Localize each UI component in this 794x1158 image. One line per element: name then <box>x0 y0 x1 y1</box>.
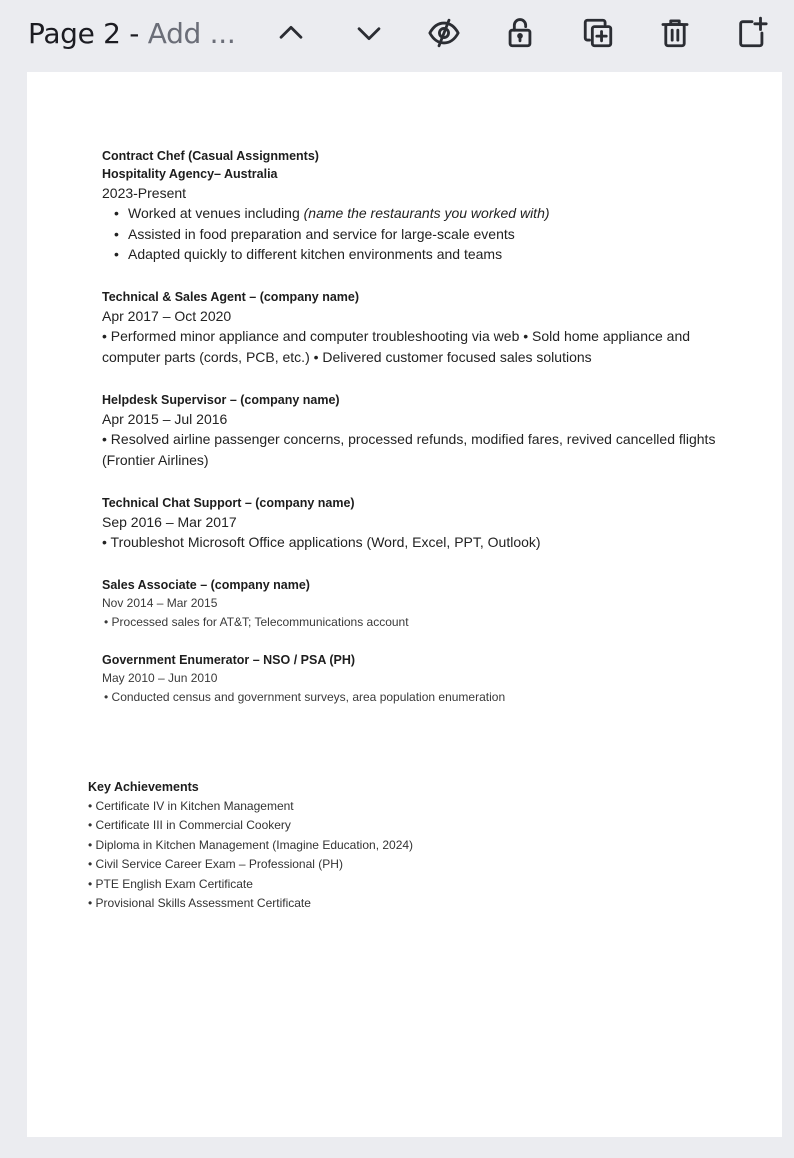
job-title: Technical Chat Support – (company name) <box>102 496 355 510</box>
trash-icon <box>658 16 692 50</box>
achievement-item: • Provisional Skills Assessment Certificate <box>88 896 311 911</box>
page-toolbar <box>0 0 794 68</box>
job-bullet <box>128 244 742 265</box>
achievement-item: • Certificate III in Commercial Cookery <box>88 818 291 833</box>
chevron-up-icon <box>274 16 308 50</box>
job-dates: Apr 2017 – Oct 2020 <box>102 308 232 324</box>
job-entry <box>102 391 742 471</box>
move-page-down-button[interactable] <box>347 10 391 56</box>
job-entry <box>102 494 742 553</box>
add-page-button[interactable] <box>730 10 774 56</box>
job-description: • Resolved airline passenger concerns, processed refunds, modified fares, revived cancelled flights (Frontier Airlines) <box>102 431 716 468</box>
job-entry <box>102 651 742 707</box>
job-bullet-text: Adapted quickly to different kitchen environments and teams <box>128 246 503 262</box>
job-bullet-text: Assisted in food preparation and service for large-scale events <box>128 225 515 242</box>
job-bullet <box>128 203 742 224</box>
job-dates: Sep 2016 – Mar 2017 <box>102 514 237 530</box>
job-dates: Nov 2014 – Mar 2015 <box>102 596 218 610</box>
lock-page-button[interactable] <box>498 10 542 56</box>
eye-off-icon <box>427 16 461 50</box>
delete-page-button[interactable] <box>653 10 697 56</box>
page-title-separator: - <box>120 17 148 50</box>
page-name-placeholder[interactable]: Add ... <box>147 17 236 50</box>
duplicate-page-icon <box>581 16 615 50</box>
job-description: • Troubleshot Microsoft Office applications (Word, Excel, PPT, Outlook) <box>102 534 541 550</box>
job-bullet <box>128 224 742 245</box>
job-bullet-italic: (name the restaurants you worked with) <box>303 205 550 221</box>
job-company: Hospitality Agency– Australia <box>102 167 278 181</box>
job-title: Government Enumerator – NSO / PSA (PH) <box>102 653 356 667</box>
chevron-down-icon <box>352 16 386 50</box>
job-title: Technical & Sales Agent – (company name) <box>102 290 360 304</box>
move-page-up-button[interactable] <box>269 10 313 56</box>
achievement-item: • Civil Service Career Exam – Professional (PH) <box>88 857 343 872</box>
job-dates: Apr 2015 – Jul 2016 <box>102 411 228 427</box>
duplicate-page-button[interactable] <box>576 10 620 56</box>
job-dates: May 2010 – Jun 2010 <box>102 671 218 685</box>
document-page[interactable] <box>27 72 782 1137</box>
achievement-item: • Certificate IV in Kitchen Management <box>88 799 294 813</box>
add-page-icon <box>735 16 769 50</box>
job-entry <box>102 288 742 368</box>
job-description: • Performed minor appliance and computer troubleshooting via web • Sold home appliance and computer parts (cords, PCB, etc.) • Delivered customer focused sales solutions <box>102 328 691 365</box>
page-number-label: Page 2 <box>28 17 121 50</box>
achievement-item: • PTE English Exam Certificate <box>88 876 253 891</box>
job-dates: 2023-Present <box>102 185 187 201</box>
job-entry <box>102 576 742 632</box>
job-bullet-text: Worked at venues including <box>128 205 304 221</box>
job-description: • Processed sales for AT&T; Telecommunications account <box>104 615 409 629</box>
achievements-heading: Key Achievements <box>88 780 199 794</box>
job-title: Sales Associate – (company name) <box>102 578 310 592</box>
job-title: Helpdesk Supervisor – (company name) <box>102 393 340 407</box>
unlock-icon <box>503 16 537 50</box>
job-title: Contract Chef (Casual Assignments) <box>102 149 319 163</box>
job-entry <box>102 147 742 265</box>
page-title[interactable] <box>28 14 235 54</box>
job-bullet-list <box>102 203 742 265</box>
job-description: • Conducted census and government surveys, area population enumeration <box>104 690 506 704</box>
key-achievements-section <box>88 778 688 913</box>
hide-page-button[interactable] <box>422 10 466 56</box>
achievement-item: • Diploma in Kitchen Management (Imagine Education, 2024) <box>88 837 414 852</box>
